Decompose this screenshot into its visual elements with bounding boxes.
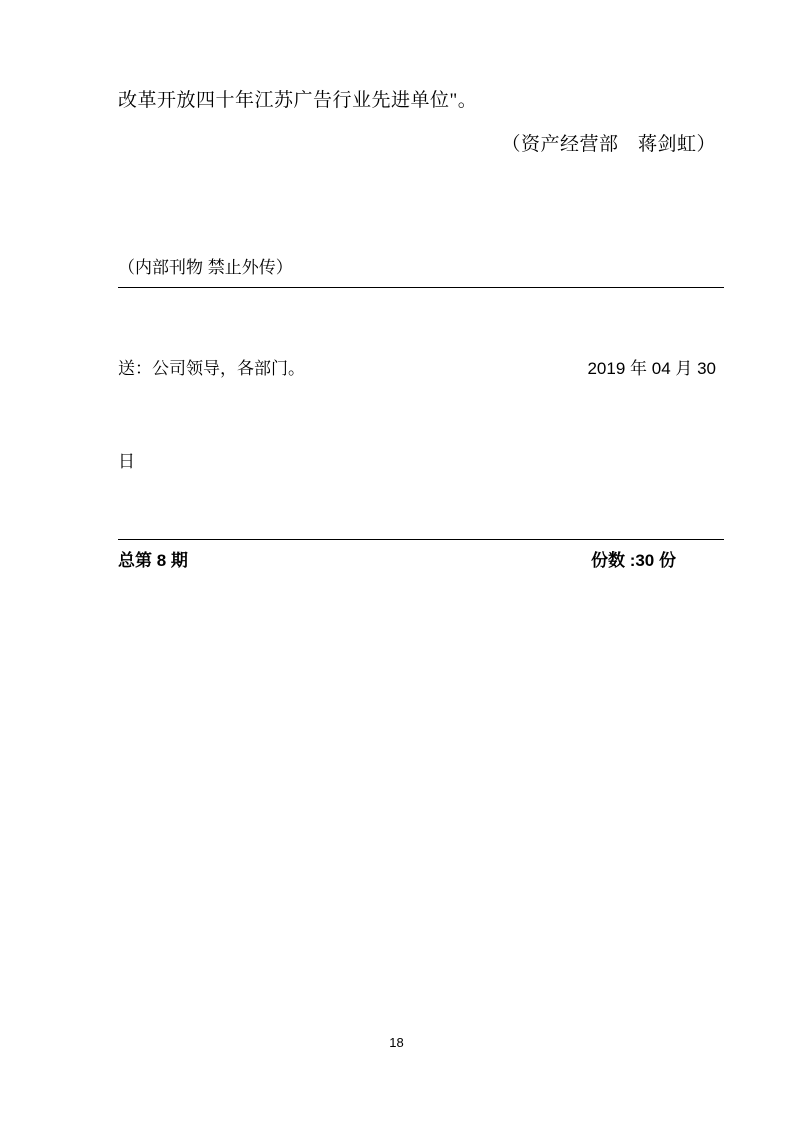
footer-issue-number: 总第 8 期 [118, 551, 188, 570]
footer-distribution-label: 送：公司领导，各部门。 [118, 359, 305, 378]
footer-date-suffix: 日 [118, 452, 135, 471]
footer-issue-row [118, 540, 724, 580]
paragraph-signature: （资产经营部 蒋剑虹） [501, 134, 716, 155]
document-footer [118, 252, 724, 580]
footer-date: 2019 年 04 月 30 [587, 359, 716, 378]
footer-notice: （内部刊物 禁止外传） [118, 258, 293, 277]
footer-copies: 份数 :30 份 [590, 551, 676, 570]
footer-distribution-row [118, 288, 724, 539]
paragraph-line-1: 改革开放四十年江苏广告行业先进单位"。 [118, 90, 478, 111]
page-number: 18 [389, 1035, 404, 1050]
